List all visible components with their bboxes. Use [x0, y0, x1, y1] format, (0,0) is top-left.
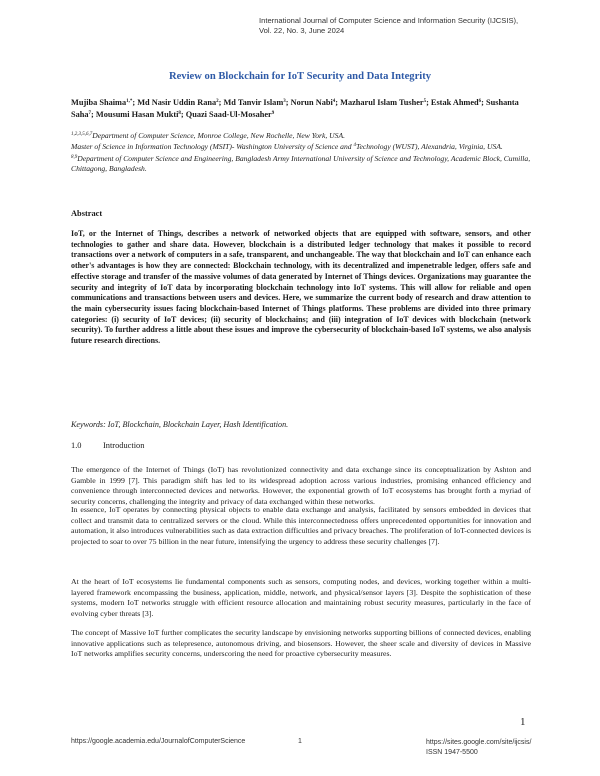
section-heading	[71, 441, 144, 450]
body-paragraph: In essence, IoT operates by connecting physical objects to enable data exchange and analysis, facilitated by sensors embedded in devices that collect and transmit data to centralized servers or the cloud. While this interconnectedness offers unprecedented opportunities for innovation and automation, it also introduces vulnerabilities such as data extraction difficulties and privacy breaches. The proliferation of IoT-connected devices is projected to soar to over 75 billion in the near future, intensifying the urgency to address these security challenges [7].	[71, 505, 531, 546]
author-name: Sushanta Saha	[71, 98, 519, 119]
author-sup: 7	[88, 111, 92, 116]
journal-name: International Journal of Computer Science and Information Security (IJCSIS),	[259, 16, 519, 25]
affiliation-2	[71, 141, 541, 152]
author-sup: 1,*	[126, 99, 133, 104]
section-number: 1.0	[71, 441, 82, 450]
affiliation-sup: 4	[353, 143, 356, 149]
affiliation-text: Department of Computer Science and Engineering, Bangladesh Army International University of Science and Technology, Academic Block, Cumilla, Chittagong, Bangladesh.	[71, 153, 531, 174]
author-sup: 6	[478, 99, 482, 104]
author-sup: 9	[271, 111, 275, 116]
author-name: Norun Nabi	[290, 98, 333, 107]
journal-volume: Vol. 22, No. 3, June 2024	[259, 26, 345, 35]
author-sup: 2	[216, 99, 219, 104]
abstract-text: IoT, or the Internet of Things, describes a network of networked objects that are equipped with software, sensors, and other technologies to gather and share data. However, blockchain is a distributed ledger technology that makes it possible to record transactions over a network of computers in a safe, transparent, and unchangeable. The way that blockchain and IoT can enhance each other's advantages is how they are connected: Blockchain technology, with its decentralized and impenetrable ledger, offers safe and effective storage and transfer of the massive volumes of data generated by Internet of Things devices. Organizations may guarantee the security and integrity of IoT data by incorporating blockchain technology into IoT systems. This will allow for reliable and open communications and transactions between users and devices. Here, we summarize the current body of research and draw attention to the main cybersecurity issues facing blockchain-based Internet of Things platforms. These problems are divided into three primary categories: (i) security of IoT devices; (ii) security of blockchains; and (iii) integration of IoT devices with blockchain (network security). To further address a little about these issues and improve the cybersecurity of blockchain-based IoT systems, we also analysis future research directions.	[71, 229, 531, 346]
affiliation-sup: 1,2,3,5,6,7	[71, 132, 93, 137]
footer-right-url[interactable]: https://sites.google.com/site/ijcsis/	[426, 739, 532, 746]
affiliation-text: Department of Computer Science, Monroe College, New Rochelle, New York, USA.	[92, 131, 345, 140]
page-number: 1	[520, 716, 526, 728]
author-sup: 5	[423, 99, 427, 104]
affiliations	[71, 130, 541, 175]
author-sup: 8	[178, 111, 181, 116]
affiliation-sup: 8,9	[71, 154, 78, 160]
footer-right	[426, 738, 531, 757]
author-name: Estak Ahmed	[430, 98, 479, 107]
body-paragraph: The emergence of the Internet of Things (IoT) has revolutionized connectivity and data exchange since its conceptualization by Ashton and Gamble in 1999 [7]. This paradigm shift has led to its widespread adoption across various industries, promising enhanced efficiency and convenience through interconnected devices and networks. However, the exponential growth of IoT ecosystems has brought forth a myriad of security concerns, challenging the integrity and privacy of data exchanged within these networks.	[71, 465, 531, 506]
affiliation-text: Technology (WUST), Alexandria, Virginia, USA.	[355, 142, 503, 152]
author-name: Md Nasir Uddin Rana	[137, 98, 217, 107]
author-sup: 3	[283, 99, 286, 104]
author-name: Mousumi Hasan Mukti	[95, 110, 179, 119]
author-sup: 4	[332, 99, 336, 104]
abstract-heading: Abstract	[71, 209, 103, 218]
body-paragraph: The concept of Massive IoT further complicates the security landscape by envisioning networks supporting billions of connected devices, enabling innovative applications such as telepresence, autonomous driving, and biosensors. However, the sheer scale and diversity of devices in Massive IoT networks amplifies security concerns, underscoring the need for proactive cybersecurity measures.	[71, 628, 531, 659]
author-name: Md Tanvir Islam	[223, 98, 284, 107]
journal-header	[259, 16, 579, 36]
author-list: Mujiba Shaima$^{1,*}$; Md Nasir Uddin Rana$^2$; Md Tanvir Islam$^3$; Norun Nabi$^4$; Mazharul Islam Tusher$^5$; Estak Ahmed$^6$; Sushanta Saha$^7$; Mousumi Hasan Mukti$^8$; Quazi Saad-Ul-Mosaher$^9$	[71, 98, 519, 119]
author-name: Quazi Saad-Ul-Mosaher	[185, 110, 272, 119]
footer-left-url[interactable]: https://google.academia.edu/JournalofComputerScience	[71, 738, 246, 745]
body-paragraph: At the heart of IoT ecosystems lie fundamental components such as sensors, computing nodes, and devices, working together within a multi-layered framework encompassing the business, application, middle, network, and physical/sensor layers [3]. Despite the sophistication of these systems, modern IoT networks struggle with efficient resource allocation and maintaining robust security measures, particularly in the face of evolving cyber threats [3].	[71, 577, 531, 618]
author-name: Mujiba Shaima	[71, 98, 127, 107]
footer-page-number: 1	[298, 738, 302, 745]
section-title: Introduction	[103, 441, 145, 450]
keywords: Keywords: IoT, Blockchain, Blockchain Layer, Hash Identification.	[71, 420, 289, 429]
affiliation-text: Master of Science in Information Technology (MSIT)- Washington University of Science and	[71, 142, 352, 152]
affiliation-3	[71, 153, 541, 175]
paper-title: Review on Blockchain for IoT Security and Data Integrity	[168, 71, 432, 82]
author-name: Mazharul Islam Tusher	[340, 98, 424, 107]
footer-issn: ISSN 1947-5500	[426, 748, 478, 756]
affiliation-1	[71, 130, 541, 141]
